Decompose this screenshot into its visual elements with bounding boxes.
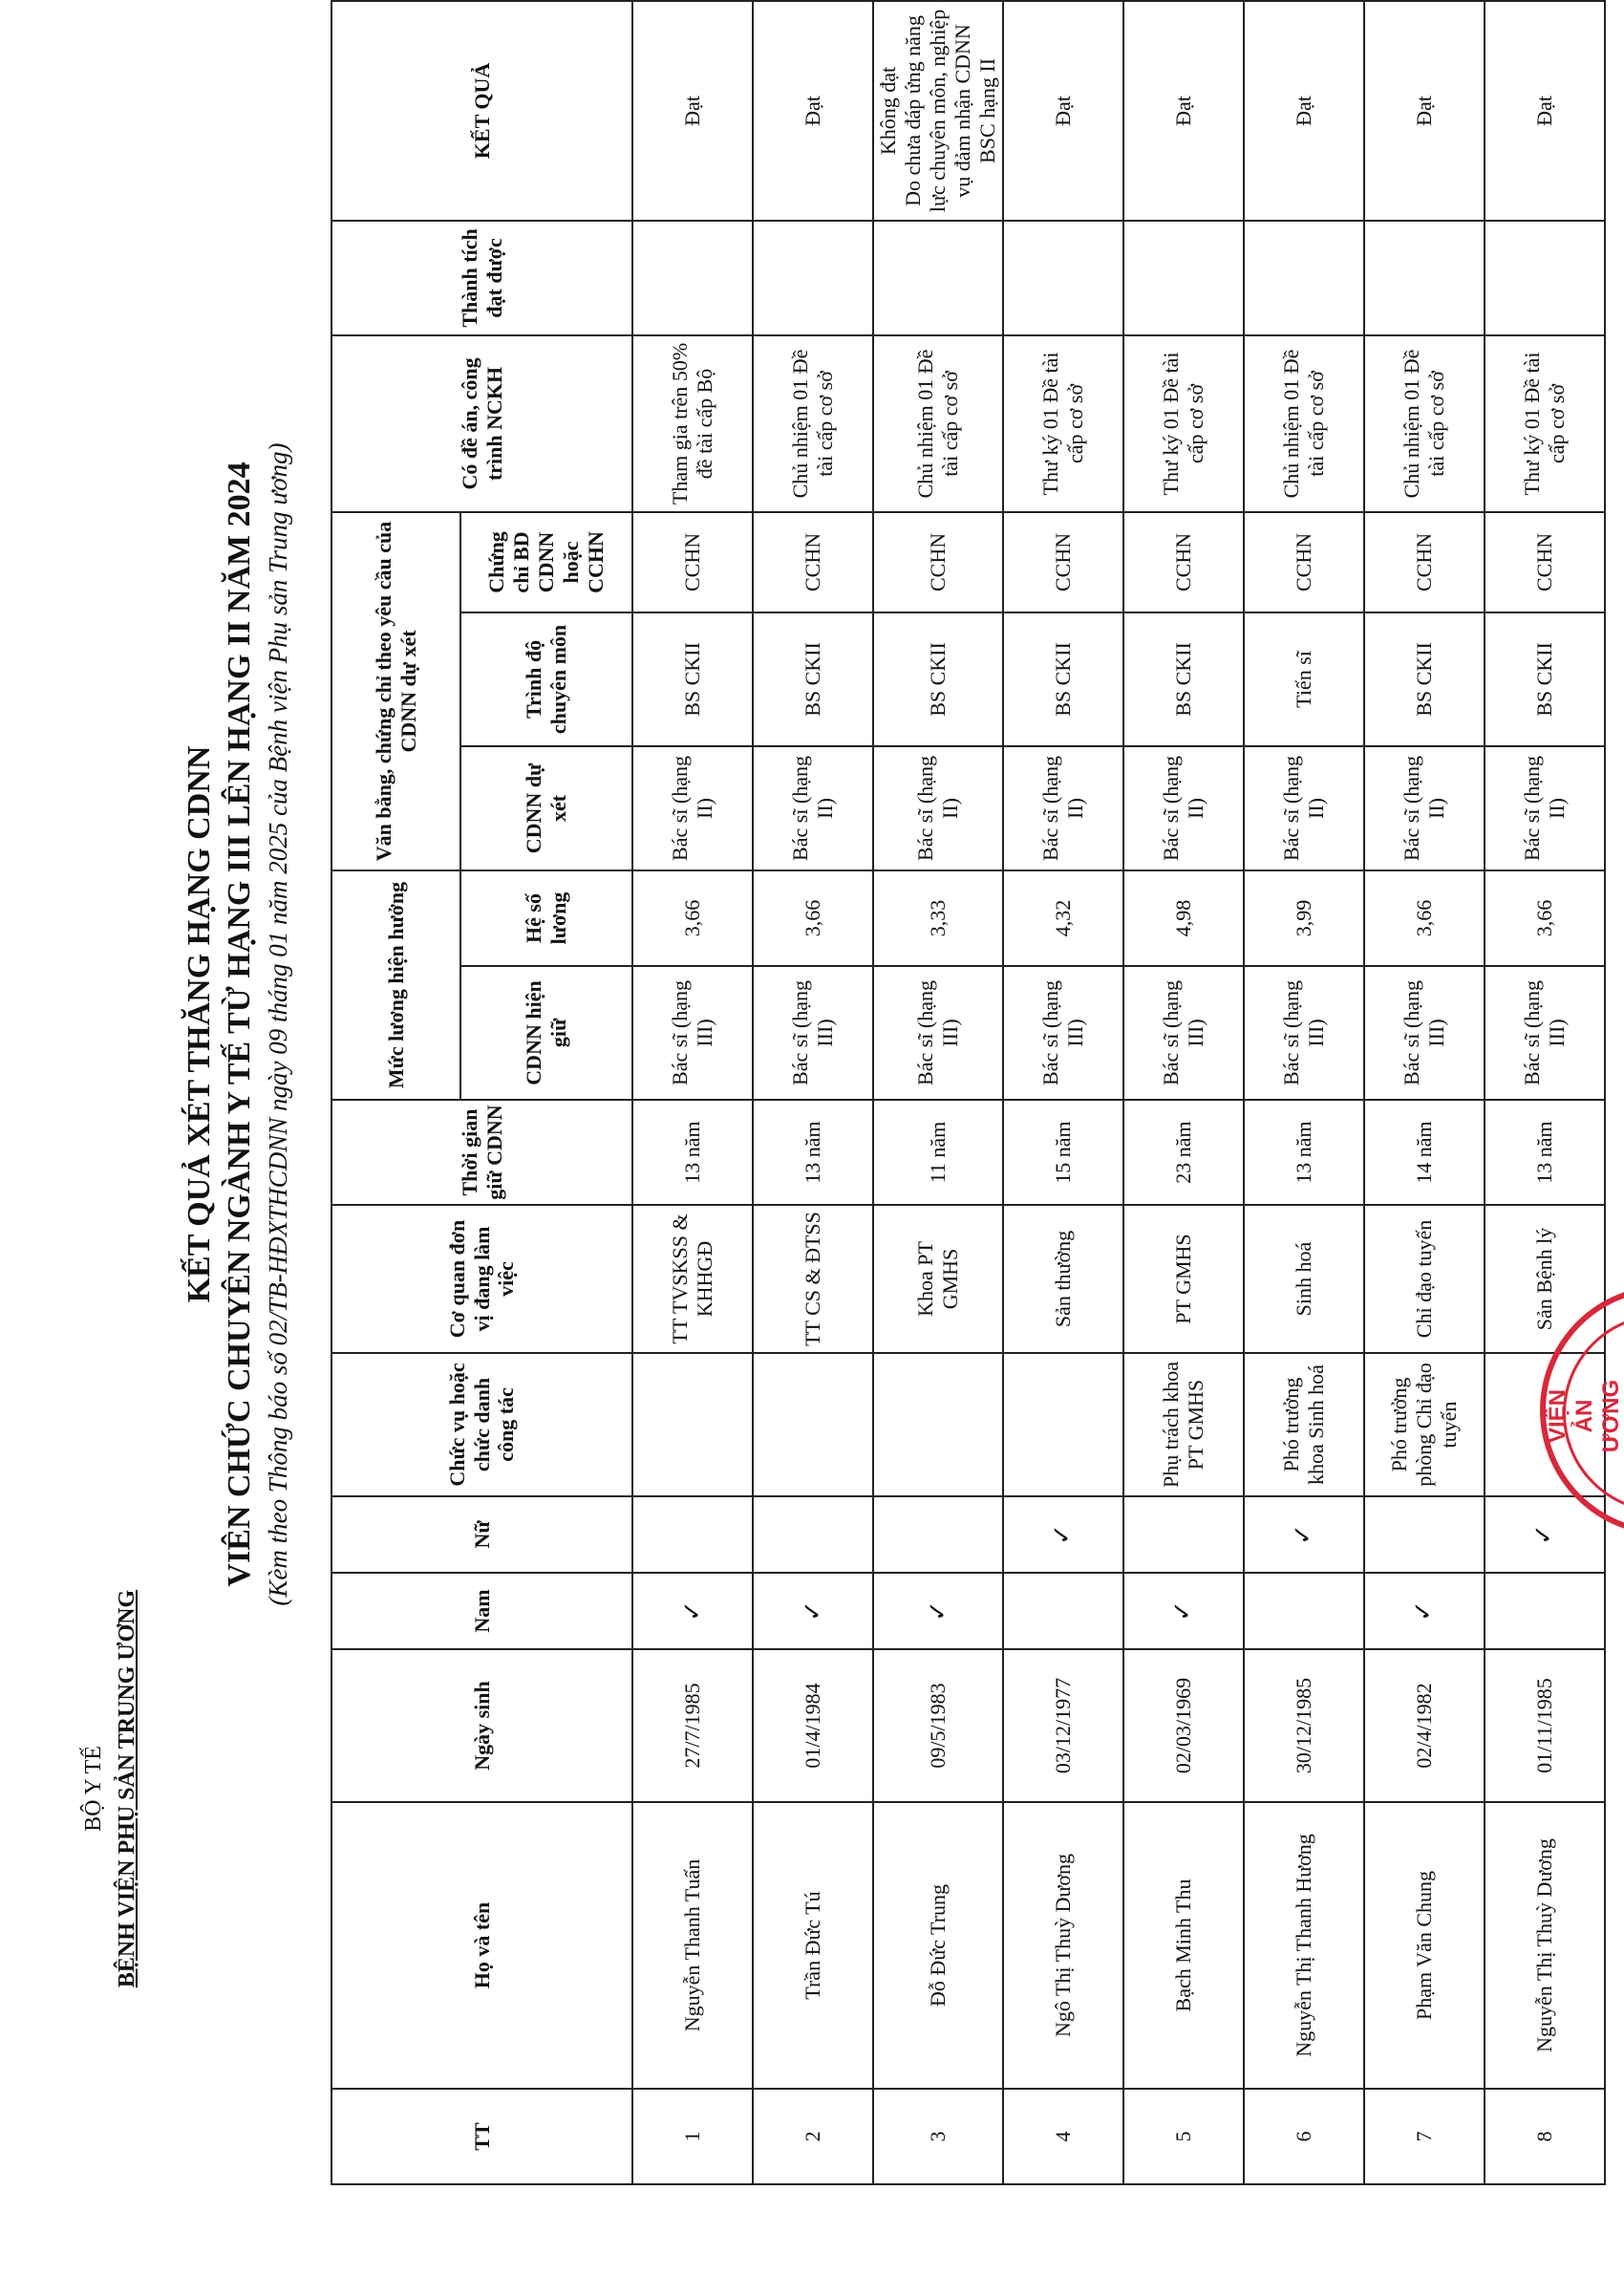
cell-achievement [1485, 221, 1605, 335]
cell-male [1003, 1573, 1123, 1649]
col-header-cdnn-current: CDNN hiện giữ [460, 966, 632, 1100]
cell-degree: Tiến sĩ [1244, 612, 1364, 746]
cell-certificate: CCHN [1123, 512, 1244, 612]
cell-position [1003, 1353, 1123, 1496]
cell-position: Phó trưởng khoa Sinh hoá [1244, 1353, 1364, 1496]
cell-unit: Sinh hoá [1244, 1205, 1364, 1353]
cell-female [1123, 1496, 1244, 1573]
cell-result: Đạt [1485, 1, 1605, 221]
col-header-female: Nữ [331, 1496, 632, 1573]
cell-achievement [1244, 221, 1364, 335]
col-header-certificate: Chứng chỉ BD CDNN hoặc CCHN [460, 512, 632, 612]
cell-tt: 8 [1485, 2089, 1605, 2184]
cell-name: Bạch Minh Thu [1123, 1802, 1244, 2089]
cell-certificate: CCHN [1244, 512, 1364, 612]
cell-cdnn-target: Bác sĩ (hạng II) [1244, 746, 1364, 870]
cell-tenure: 23 năm [1123, 1100, 1244, 1205]
cell-certificate: CCHN [753, 512, 873, 612]
cell-position [873, 1353, 1003, 1496]
cell-achievement [753, 221, 873, 335]
cell-research: Thư ký 01 Đề tài cấp cơ sở [1485, 335, 1605, 512]
cell-tt: 1 [632, 2089, 753, 2184]
cell-unit: Chỉ đạo tuyến [1364, 1205, 1485, 1353]
cell-tenure: 13 năm [1485, 1100, 1605, 1205]
cell-tenure: 15 năm [1003, 1100, 1123, 1205]
cell-cdnn-current: Bác sĩ (hạng III) [632, 966, 753, 1100]
cell-male [1244, 1573, 1364, 1649]
cell-female: ✓ [1244, 1496, 1364, 1573]
cell-degree: BS CKII [753, 612, 873, 746]
cell-coefficient: 3,66 [632, 870, 753, 966]
cell-degree: BS CKII [1485, 612, 1605, 746]
cell-dob: 01/4/1984 [753, 1649, 873, 1802]
cell-dob: 02/03/1969 [1123, 1649, 1244, 1802]
table-row [1244, 1, 1364, 2184]
cell-unit: Sản thường [1003, 1205, 1123, 1353]
table-row [753, 1, 873, 2184]
col-header-unit: Cơ quan đơn vị đang làm việc [331, 1205, 632, 1353]
ministry-name: BỘ Y TẾ [81, 1746, 106, 1832]
cell-certificate: CCHN [873, 512, 1003, 612]
cell-cdnn-current: Bác sĩ (hạng III) [1364, 966, 1485, 1100]
table-row [1485, 1, 1605, 2184]
cell-tenure: 14 năm [1364, 1100, 1485, 1205]
cell-tenure: 13 năm [753, 1100, 873, 1205]
cell-research: Thư ký 01 Đề tài cấp cơ sở [1003, 335, 1123, 512]
cell-tenure: 11 năm [873, 1100, 1003, 1205]
col-header-result: KẾT QUẢ [331, 1, 632, 221]
table-row [1123, 1, 1244, 2184]
col-header-coefficient: Hệ số lương [460, 870, 632, 966]
cell-name: Đỗ Đức Trung [873, 1802, 1003, 2089]
results-table [331, 0, 1606, 2185]
cell-female [1364, 1496, 1485, 1573]
cell-coefficient: 3,66 [753, 870, 873, 966]
cell-name: Trần Đức Tú [753, 1802, 873, 2089]
col-header-salary-group: Mức lương hiện hưởng [331, 870, 460, 1100]
cell-certificate: CCHN [1364, 512, 1485, 612]
cell-male: ✓ [1123, 1573, 1244, 1649]
cell-female [873, 1496, 1003, 1573]
col-header-position: Chức vụ hoặc chức danh công tác [331, 1353, 632, 1496]
cell-cdnn-target: Bác sĩ (hạng II) [753, 746, 873, 870]
cell-result: Không đạt Do chưa đáp ứng năng lực chuyên môn, nghiệp vụ đảm nhận CDNN BSC hạng II [873, 1, 1003, 221]
cell-degree: BS CKII [1123, 612, 1244, 746]
cell-result: Đạt [632, 1, 753, 221]
cell-research: Chủ nhiệm 01 Đề tài cấp cơ sở [873, 335, 1003, 512]
cell-name: Ngô Thị Thuỳ Dương [1003, 1802, 1123, 2089]
col-header-research: Có đề án, công trình NCKH [331, 335, 632, 512]
cell-result: Đạt [1123, 1, 1244, 221]
cell-research: Chủ nhiệm 01 Đề tài cấp cơ sở [1244, 335, 1364, 512]
table-row [632, 1, 753, 2184]
table-row [1364, 1, 1485, 2184]
col-header-cdnn-target: CDNN dự xét [460, 746, 632, 870]
cell-dob: 30/12/1985 [1244, 1649, 1364, 1802]
cell-research: Thư ký 01 Đề tài cấp cơ sở [1123, 335, 1244, 512]
cell-dob: 01/11/1985 [1485, 1649, 1605, 1802]
cell-certificate: CCHN [1485, 512, 1605, 612]
col-header-qualification-group: Văn bằng, chứng chỉ theo yêu cầu của CDNN dự xét [331, 512, 460, 870]
cell-cdnn-target: Bác sĩ (hạng II) [632, 746, 753, 870]
col-header-dob: Ngày sinh [331, 1649, 632, 1802]
cell-result: Đạt [1003, 1, 1123, 221]
hospital-name: BỆNH VIỆN PHỤ SẢN TRUNG ƯƠNG [115, 1589, 139, 1988]
cell-dob: 02/4/1982 [1364, 1649, 1485, 1802]
col-header-male: Nam [331, 1573, 632, 1649]
cell-coefficient: 4,32 [1003, 870, 1123, 966]
cell-achievement [1123, 221, 1244, 335]
cell-achievement [632, 221, 753, 335]
cell-result: Đạt [753, 1, 873, 221]
cell-result: Đạt [1364, 1, 1485, 221]
cell-cdnn-current: Bác sĩ (hạng III) [753, 966, 873, 1100]
cell-unit: Khoa PT GMHS [873, 1205, 1003, 1353]
cell-position [753, 1353, 873, 1496]
cell-cdnn-target: Bác sĩ (hạng II) [873, 746, 1003, 870]
cell-cdnn-current: Bác sĩ (hạng III) [873, 966, 1003, 1100]
col-header-name: Họ và tên [331, 1802, 632, 2089]
cell-degree: BS CKII [632, 612, 753, 746]
cell-tenure: 13 năm [632, 1100, 753, 1205]
cell-tt: 7 [1364, 2089, 1485, 2184]
cell-certificate: CCHN [632, 512, 753, 612]
table-body [632, 1, 1605, 2184]
cell-cdnn-current: Bác sĩ (hạng III) [1244, 966, 1364, 1100]
cell-dob: 09/5/1983 [873, 1649, 1003, 1802]
cell-tt: 2 [753, 2089, 873, 2184]
col-header-achievement: Thành tích đạt được [331, 221, 632, 335]
cell-dob: 27/7/1985 [632, 1649, 753, 1802]
cell-research: Chủ nhiệm 01 Đề tài cấp cơ sở [753, 335, 873, 512]
cell-degree: BS CKII [873, 612, 1003, 746]
cell-cdnn-current: Bác sĩ (hạng III) [1485, 966, 1605, 1100]
cell-coefficient: 3,99 [1244, 870, 1364, 966]
cell-name: Nguyễn Thị Thanh Hương [1244, 1802, 1364, 2089]
document-title-line2: VIÊN CHỨC CHUYÊN NGÀNH Y TẾ TỪ HẠNG III LÊN HẠNG II NĂM 2024 [222, 462, 257, 1587]
cell-female [632, 1496, 753, 1573]
cell-male: ✓ [753, 1573, 873, 1649]
cell-research: Chủ nhiệm 01 Đề tài cấp cơ sở [1364, 335, 1485, 512]
red-seal-stamp [1530, 1268, 1624, 1555]
document-subtitle: (Kèm theo Thông báo số 02/TB-HĐXTHCDNN ngày 09 tháng 01 năm 2025 của Bệnh viện Phụ sản Trung ương) [264, 442, 292, 1606]
cell-position: Phó trưởng phòng Chỉ đạo tuyến [1364, 1353, 1485, 1496]
cell-name: Nguyễn Thanh Tuấn [632, 1802, 753, 2089]
table-row [873, 1, 1003, 2184]
cell-coefficient: 4,98 [1123, 870, 1244, 966]
cell-cdnn-target: Bác sĩ (hạng II) [1123, 746, 1244, 870]
cell-male: ✓ [632, 1573, 753, 1649]
cell-unit: TT TVSKSS & KHHGĐ [632, 1205, 753, 1353]
cell-female: ✓ [1485, 1496, 1605, 1573]
cell-coefficient: 3,66 [1485, 870, 1605, 966]
col-header-tenure: Thời gian giữ CDNN [331, 1100, 632, 1205]
cell-male [1485, 1573, 1605, 1649]
document-title: KẾT QUẢ XÉT THĂNG HẠNG CDNN [182, 745, 217, 1303]
cell-tt: 3 [873, 2089, 1003, 2184]
table-row [1003, 1, 1123, 2184]
cell-male: ✓ [873, 1573, 1003, 1649]
cell-certificate: CCHN [1003, 512, 1123, 612]
cell-position [632, 1353, 753, 1496]
cell-unit: PT GMHS [1123, 1205, 1244, 1353]
cell-coefficient: 3,66 [1364, 870, 1485, 966]
stamp-text: VIỆN ẢN ƯƠNG [1545, 1379, 1624, 1453]
cell-coefficient: 3,33 [873, 870, 1003, 966]
cell-cdnn-current: Bác sĩ (hạng III) [1123, 966, 1244, 1100]
cell-position: Phụ trách khoa PT GMHS [1123, 1353, 1244, 1496]
cell-cdnn-current: Bác sĩ (hạng III) [1003, 966, 1123, 1100]
col-header-degree: Trình độ chuyên môn [460, 612, 632, 746]
cell-dob: 03/12/1977 [1003, 1649, 1123, 1802]
cell-unit: TT CS & ĐTSS [753, 1205, 873, 1353]
cell-female [753, 1496, 873, 1573]
cell-cdnn-target: Bác sĩ (hạng II) [1485, 746, 1605, 870]
cell-tt: 6 [1244, 2089, 1364, 2184]
cell-achievement [1364, 221, 1485, 335]
cell-degree: BS CKII [1364, 612, 1485, 746]
cell-tenure: 13 năm [1244, 1100, 1364, 1205]
cell-tt: 5 [1123, 2089, 1244, 2184]
cell-male: ✓ [1364, 1573, 1485, 1649]
cell-degree: BS CKII [1003, 612, 1123, 746]
cell-cdnn-target: Bác sĩ (hạng II) [1003, 746, 1123, 870]
cell-female: ✓ [1003, 1496, 1123, 1573]
cell-name: Nguyễn Thị Thuỳ Dương [1485, 1802, 1605, 2089]
cell-result: Đạt [1244, 1, 1364, 221]
cell-research: Tham gia trên 50% đề tài cấp Bộ [632, 335, 753, 512]
cell-unit: Sản Bệnh lý [1485, 1205, 1605, 1353]
cell-name: Phạm Văn Chung [1364, 1802, 1485, 2089]
col-header-tt: TT [331, 2089, 632, 2184]
cell-tt: 4 [1003, 2089, 1123, 2184]
cell-achievement [873, 221, 1003, 335]
cell-achievement [1003, 221, 1123, 335]
cell-cdnn-target: Bác sĩ (hạng II) [1364, 746, 1485, 870]
